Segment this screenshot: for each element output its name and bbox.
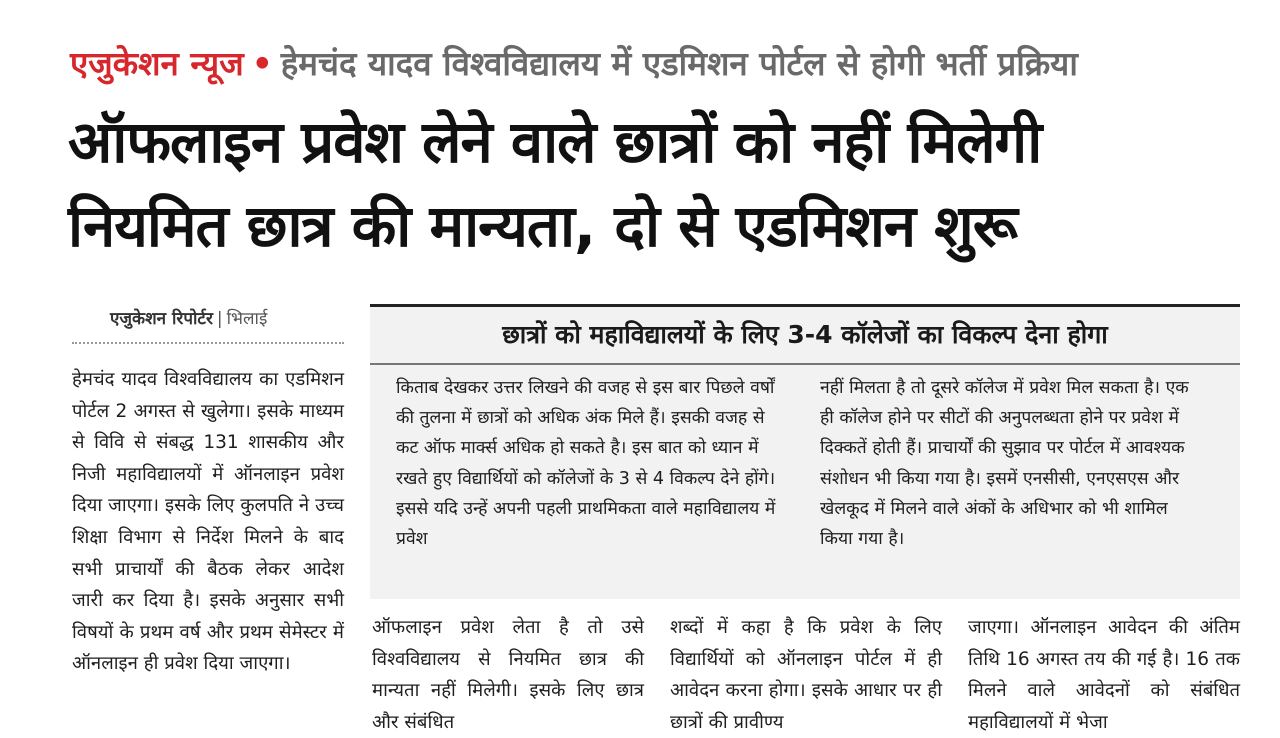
article-left-column: हेमचंद यादव विश्वविद्यालय का एडमिशन पोर्टल 2 अगस्त से खुलेगा। इसके माध्यम से विवि से संबद्ध 131 शासकीय और निजी महाविद्यालयों में ऑनलाइन प्रवेश दिया जाएगा। इसके लिए कुलपति ने उच्च शिक्षा विभाग से निर्देश मिलने के बाद सभी प्राचार्यों की बैठक लेकर आदेश जारी कर दिया है। इसके अनुसार सभी विषयों के प्रथम वर्ष और प्रथम सेमेस्टर में ऑनलाइन ही प्रवेश दिया जाएगा। <box>72 369 344 675</box>
article-column-3: शब्दों में कहा है कि प्रवेश के लिए विद्यार्थियों को ऑनलाइन पोर्टल में ही आवेदन करना होगा। इसके आधार पर ही छात्रों की प्रावीण्य <box>670 617 942 733</box>
byline-separator: | <box>216 309 223 329</box>
section-tag: एजुकेशन न्यूज <box>70 44 244 83</box>
highlight-box-column-2: नहीं मिलता है तो दूसरे कॉलेज में प्रवेश मिल सकता है। एक ही कॉलेज होने पर सीटों की अनुपलब्धता होने पर प्रवेश में दिक्कतें होती हैं। प्राचार्यों की सुझाव पर पोर्टल में आवश्यक संशोधन भी किया गया है। इसमें एनसीसी, एनएसएस और खेलकूद में मिलने वाले अंकों के अधिभार को भी शामिल किया गया है। <box>820 378 1189 550</box>
headline-line-1: ऑफलाइन प्रवेश लेने वाले छात्रों को नहीं मिलेगी <box>68 108 1042 176</box>
headline <box>68 100 1258 268</box>
headline-line-2: नियमित छात्र की मान्यता, दो से एडमिशन शुरू <box>68 192 1017 260</box>
byline-divider <box>72 342 344 344</box>
kicker-subheading: हेमचंद यादव विश्वविद्यालय में एडमिशन पोर्टल से होगी भर्ती प्रक्रिया <box>280 44 1078 83</box>
section-kicker <box>70 38 1250 90</box>
article-column-4: जाएगा। ऑनलाइन आवेदन की अंतिम तिथि 16 अगस्त तय की गई है। 16 तक मिलने वाले आवेदनों को संबंधित महाविद्यालयों में भेजा <box>968 617 1240 733</box>
kicker-separator: • <box>251 44 273 83</box>
highlight-box-column-1: किताब देखकर उत्तर लिखने की वजह से इस बार पिछले वर्षों की तुलना में छात्रों को अधिक अंक मिले हैं। इसकी वजह से कट ऑफ मार्क्स अधिक हो सकते है। इस बात को ध्यान में रखते हुए विद्यार्थियों को कॉलेजों के 3 से 4 विकल्प देने होंगे। इससे यदि उन्हें अपनी पहली प्राथमिकता वाले महाविद्यालय में प्रवेश <box>396 378 776 550</box>
byline-place: भिलाई <box>226 309 268 329</box>
article-column-2: ऑफलाइन प्रवेश लेता है तो उसे विश्वविद्यालय से नियमित छात्र की मान्यता नहीं मिलेगी। इसके लिए छात्र और संबंधित <box>372 617 644 733</box>
highlight-box <box>370 304 1240 599</box>
byline <box>110 306 345 329</box>
byline-reporter: एजुकेशन रिपोर्टर <box>110 309 213 329</box>
highlight-box-title: छात्रों को महाविद्यालयों के लिए 3-4 कॉलेजों का विकल्प देना होगा <box>370 307 1240 365</box>
